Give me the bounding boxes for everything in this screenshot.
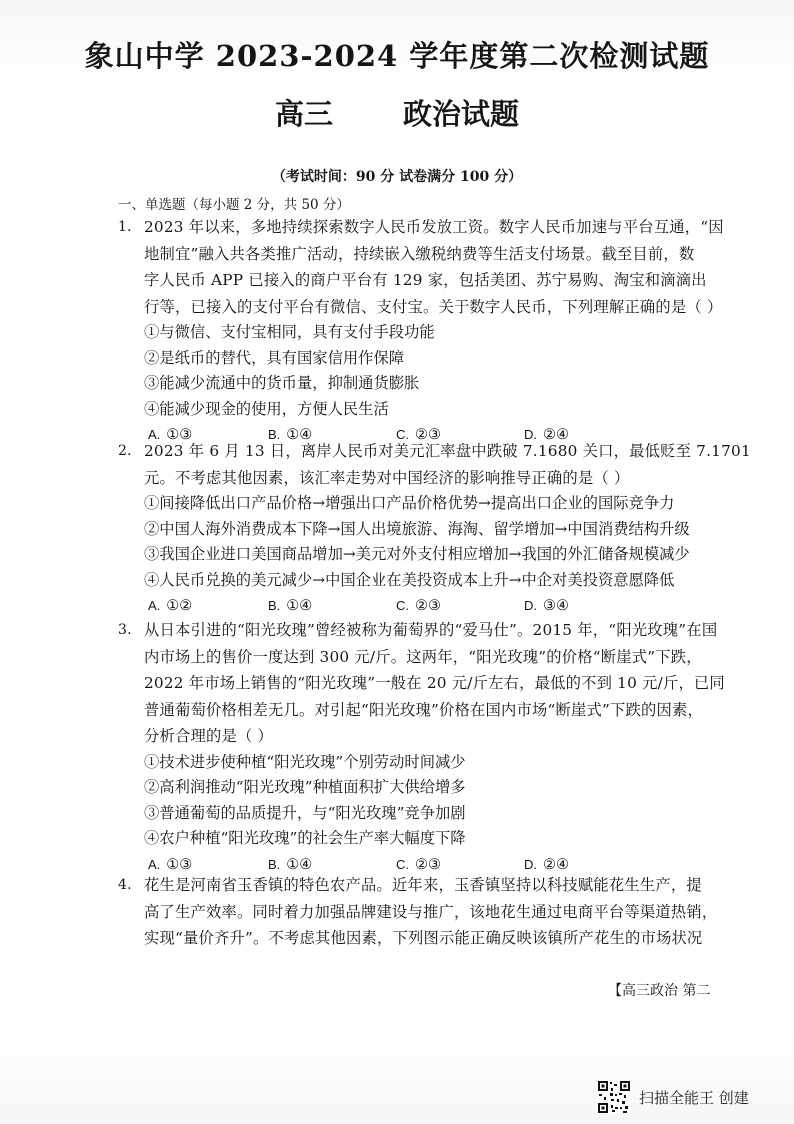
- question-line: [118, 670, 724, 697]
- qr-code-icon: [597, 1080, 631, 1114]
- section-title: 一、单选题（每小题 2 分，共 50 分）: [118, 197, 350, 213]
- choice-c: C. ②③: [396, 856, 441, 873]
- question-line: [118, 267, 724, 294]
- question-text: 普通葡萄价格相差无几。对引起“阳光玫瑰”价格在国内市场“断崖式”下跌的因素，: [144, 700, 703, 719]
- subject-label: 政治试题: [403, 97, 520, 131]
- question-4: [118, 872, 724, 952]
- question-line: [118, 241, 724, 268]
- statement-option: ①技术进步使种植“阳光玫瑰”个别劳动时间减少: [144, 752, 466, 771]
- question-line: [118, 644, 724, 671]
- statement-option: ①与微信、支付宝相同，具有支付手段功能: [144, 323, 435, 341]
- choice-b: B. ①④: [268, 598, 313, 614]
- question-line: [118, 465, 724, 492]
- question-1: [118, 214, 724, 447]
- question-line: [118, 294, 724, 321]
- question-line: [118, 899, 724, 926]
- question-number: 4.: [118, 877, 132, 893]
- scanner-text: 扫描全能王 创建: [639, 1088, 749, 1107]
- choice-a: A. ①③: [148, 427, 193, 443]
- question-text: 2023 年以来，多地持续探索数字人民币发放工资。数字人民币加速与平台互通，“因: [144, 218, 724, 236]
- exam-title: 象山中学 2023-2024 学年度第二次检测试题: [84, 39, 710, 73]
- question-text: 实现“量价齐升”。不考虑其他因素，下列图示能正确反映该镇所产花生的市场状况: [144, 929, 703, 947]
- choice-d: D. ③④: [524, 598, 569, 614]
- question-number: 2.: [118, 443, 132, 459]
- question-text: 2022 年市场上销售的“阳光玫瑰”一般在 20 元/斤左右，最低的不到 10 元/斤，已同: [144, 674, 725, 692]
- question-line: [118, 925, 724, 952]
- statement-option: ③能减少流通中的货币量，抑制通货膨胀: [144, 374, 420, 392]
- question-text: 字人民币 APP 已接入的商户平台有 129 家，包括美团、苏宁易购、淘宝和滴滴出: [144, 271, 707, 289]
- statement-option: ②是纸币的替代，具有国家信用作保障: [144, 348, 405, 367]
- statement-option: ①间接降低出口产品价格→增强出口产品价格优势→提高出口企业的国际竞争力: [144, 494, 675, 512]
- statement-option: ④农户种植“阳光玫瑰”的社会生产率大幅度下降: [144, 829, 466, 847]
- question-3: [118, 617, 724, 877]
- statement-option: ②高利润推动“阳光玫瑰”种植面积扩大供给增多: [144, 778, 466, 796]
- question-number: 1.: [118, 219, 132, 235]
- choice-a: A. ①②: [148, 598, 193, 614]
- statement-option: ②中国人海外消费成本下降→国人出境旅游、海淘、留学增加→中国消费结构升级: [144, 519, 690, 538]
- exam-info: （考试时间：90 分 试卷满分 100 分）: [271, 169, 523, 185]
- question-text: 行等，已接入的支付平台有微信、支付宝。关于数字人民币，下列理解正确的是（ ）: [144, 297, 723, 316]
- question-text: 花生是河南省玉香镇的特色农产品。近年来，玉香镇坚持以科技赋能花生生产，提: [144, 876, 702, 894]
- statement-option: ④人民币兑换的美元减少→中国企业在美投资成本上升→中企对美投资意愿降低: [144, 570, 675, 589]
- question-line: [118, 697, 724, 724]
- question-number: 3.: [118, 622, 132, 638]
- question-line: [118, 438, 751, 465]
- question-text: 内市场上的售价一度达到 300 元/斤。这两年，“阳光玫瑰”的价格“断崖式”下跌，: [144, 647, 702, 666]
- choice-b: B. ①④: [268, 427, 313, 443]
- question-line: [118, 617, 724, 644]
- choice-a: A. ①③: [148, 856, 193, 873]
- question-line: [118, 214, 724, 241]
- exam-subtitle: [0, 92, 794, 133]
- question-text: 从日本引进的“阳光玫瑰”曾经被称为葡萄界的“爱马仕”。2015 年，“阳光玫瑰”在国: [144, 621, 718, 639]
- scanner-watermark: [597, 1078, 749, 1116]
- question-text: 分析合理的是（ ）: [144, 727, 274, 745]
- question-text: 2023 年 6 月 13 日，离岸人民币对美元汇率盘中跌破 7.1680 关口，最低贬至 7.1701: [144, 442, 751, 460]
- page-footer-tag: 【高三政治 第二: [608, 983, 711, 999]
- question-line: [118, 872, 724, 899]
- choice-b: B. ①④: [268, 856, 313, 873]
- choice-d: D. ②④: [524, 427, 569, 443]
- choice-d: D. ②④: [524, 856, 569, 873]
- choice-c: C. ②③: [396, 427, 441, 443]
- question-text: 元。不考虑其他因素，该汇率走势对中国经济的影响推导正确的是（ ）: [144, 468, 630, 487]
- choice-c: C. ②③: [396, 598, 441, 614]
- grade-label: 高三: [274, 97, 333, 131]
- statement-option: ④能减少现金的使用，方便人民生活: [144, 399, 389, 418]
- question-line: [118, 723, 724, 750]
- question-text: 高了生产效率。同时着力加强品牌建设与推广，该地花生通过电商平台等渠道热销，: [144, 902, 718, 921]
- answer-choices: [118, 593, 724, 618]
- question-2: [118, 438, 751, 618]
- question-text: 地制宜”融入共各类推广活动，持续嵌入缴税纳费等生活支付场景。截至目前，数: [144, 244, 695, 263]
- statement-option: ③普通葡萄的品质提升，与“阳光玫瑰”竞争加剧: [144, 803, 466, 822]
- statement-option: ③我国企业进口美国商品增加→美元对外支付相应增加→我国的外汇储备规模减少: [144, 545, 690, 563]
